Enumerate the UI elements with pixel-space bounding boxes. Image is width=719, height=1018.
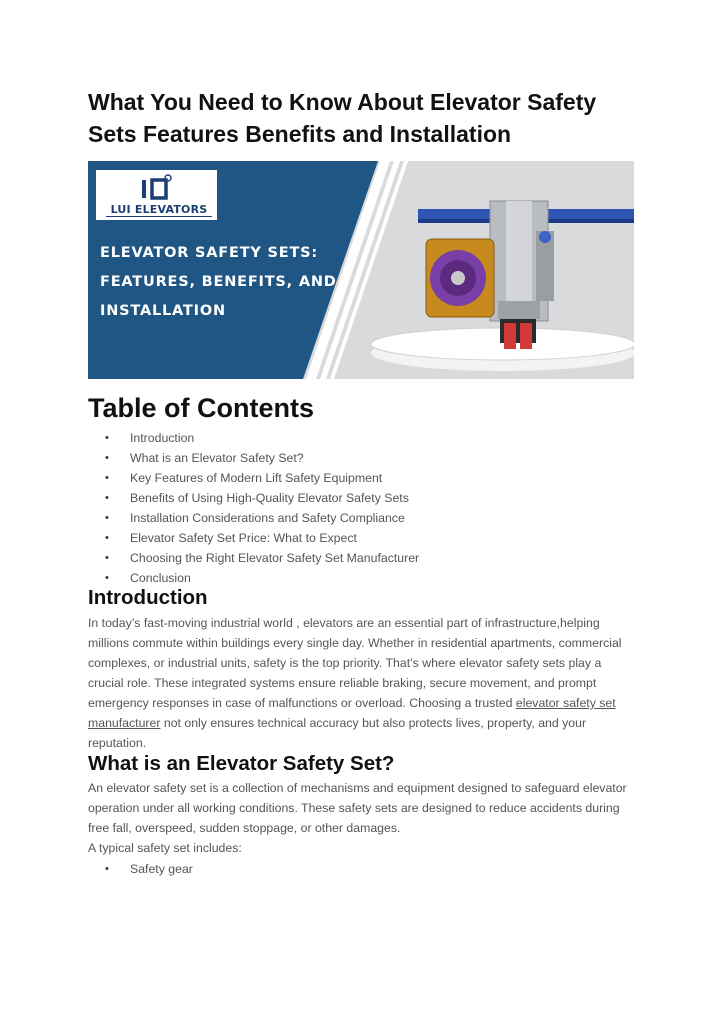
toc-item-benefits[interactable]: • Benefits of Using High-Quality Elevator Safety Sets (88, 488, 419, 508)
introduction-heading: Introduction (88, 586, 208, 609)
logo-text: LUI ELEVATORS (106, 203, 212, 217)
document-title: What You Need to Know About Elevator Safety Sets Features Benefits and Installation (88, 89, 597, 147)
toc-item-introduction[interactable]: • Introduction (88, 428, 419, 448)
toc-list (88, 428, 419, 588)
introduction-text-start: In today’s fast-moving industrial world , elevators are an essential part of infrastructure,helping millions commute within buildings every single day. Whether in residential apartments, commercial complexes, or industrial units, safety is the top priority. That’s where elevator safety sets play a crucial role. These integrated systems ensure reliable braking, secure movement, and prompt emergency responses in case of malfunctions or overload. Choosing a trusted (88, 616, 622, 710)
toc-item-what-is[interactable]: • What is an Elevator Safety Set? (88, 448, 419, 468)
banner-headline-line-2: FEATURES, BENEFITS, AND (100, 274, 337, 290)
toc-heading: Table of Contents (88, 393, 314, 423)
what-is-heading: What is an Elevator Safety Set? (88, 752, 395, 775)
logo-mark-icon (140, 174, 172, 202)
banner-headline-line-1: ELEVATOR SAFETY SETS: (100, 245, 319, 261)
what-is-intro-line: A typical safety set includes: (88, 841, 242, 855)
safety-set-items-list (88, 859, 193, 879)
toc-item-installation[interactable]: • Installation Considerations and Safety Compliance (88, 508, 419, 528)
company-logo (96, 170, 217, 220)
banner-headline-line-3: INSTALLATION (100, 303, 226, 319)
introduction-paragraph (88, 613, 636, 753)
toc-item-price[interactable]: • Elevator Safety Set Price: What to Expect (88, 528, 419, 548)
toc-item-conclusion[interactable]: • Conclusion (88, 568, 419, 588)
toc-item-key-features[interactable]: • Key Features of Modern Lift Safety Equipment (88, 468, 419, 488)
introduction-text-end: not only ensures technical accuracy but also protects lives, property, and your reputation. (88, 716, 587, 750)
what-is-paragraph: An elevator safety set is a collection of mechanisms and equipment designed to safeguard elevator operation under all working conditions. These safety sets are designed to reduce accidents during free fall, overspeed, sudden stoppage, or other damages. (88, 781, 627, 835)
toc-item-manufacturer[interactable]: • Choosing the Right Elevator Safety Set Manufacturer (88, 548, 419, 568)
banner-image (88, 161, 634, 379)
manufacturer-link[interactable]: elevator safety set manufacturer (88, 696, 616, 730)
safety-set-item: • Safety gear (88, 859, 193, 879)
